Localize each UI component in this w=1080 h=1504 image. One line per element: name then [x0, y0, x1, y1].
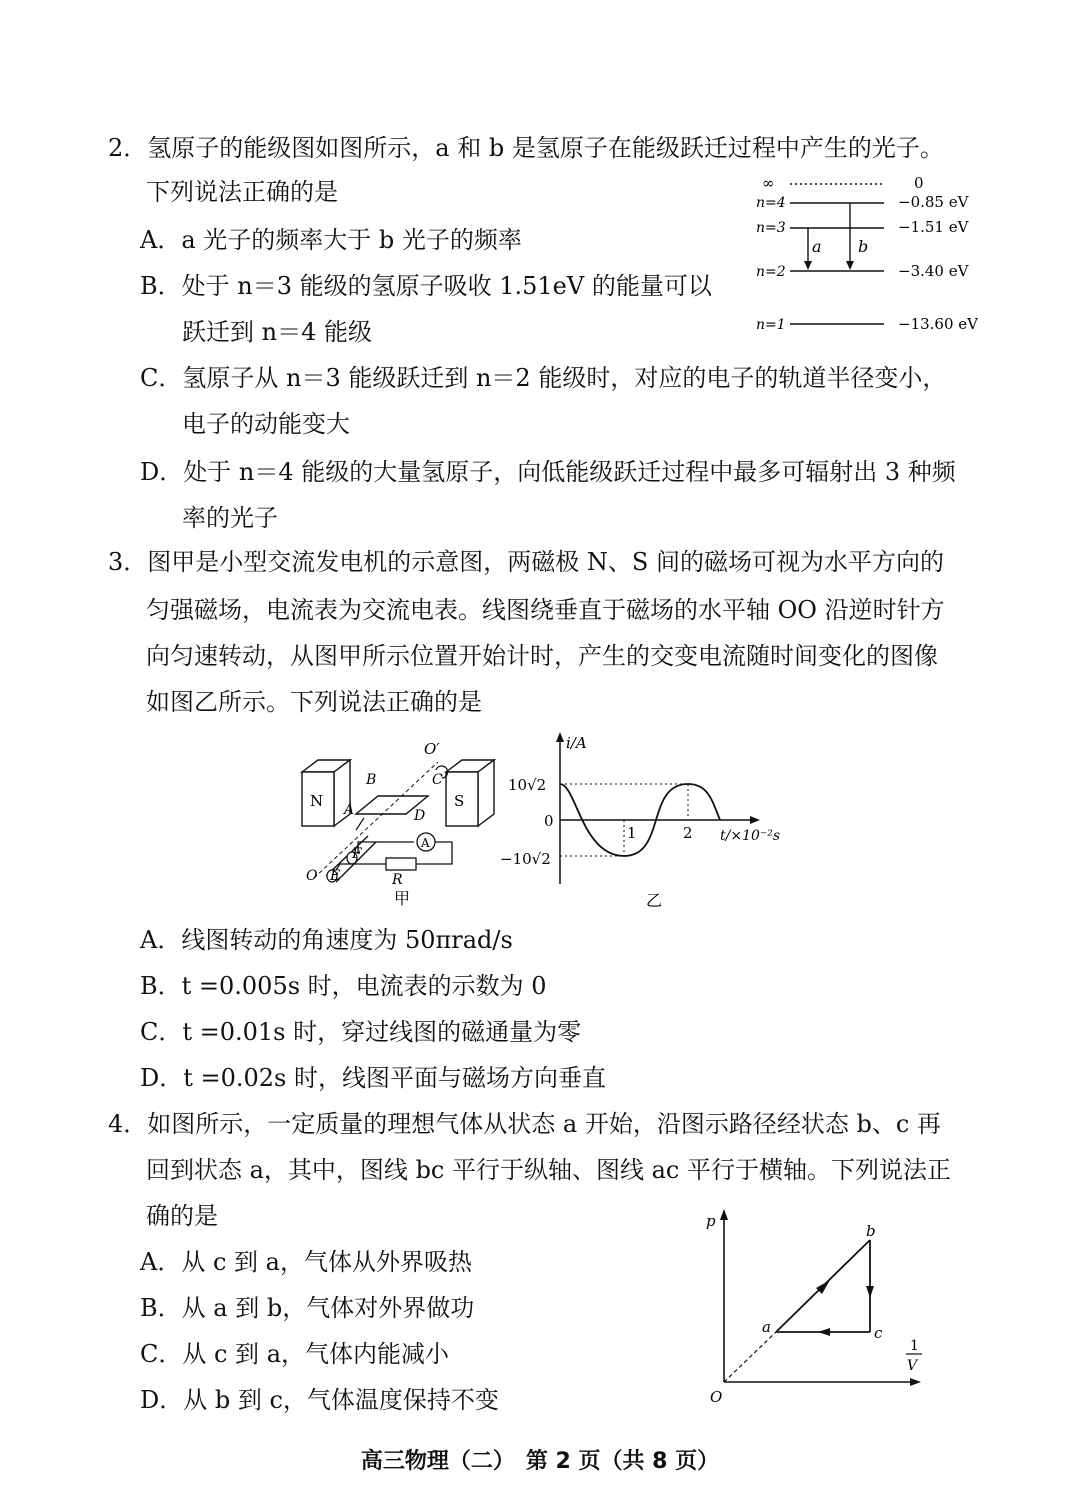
extension-line	[724, 1332, 776, 1382]
q4-option-b: B．从 a 到 b，气体对外界做功	[140, 1294, 475, 1322]
q2-stem-line2: 下列说法正确的是	[146, 178, 338, 206]
q4-option-c: C．从 c 到 a，气体内能减小	[140, 1340, 449, 1368]
q3-stem-line2: 匀强磁场，电流表为交流电表。线图绕垂直于磁场的水平轴 OO 沿逆时针方	[146, 596, 945, 624]
q3-stem-line4: 如图乙所示。下列说法正确的是	[146, 688, 482, 716]
p-axis-arrow	[720, 1209, 728, 1220]
inv-v-numerator: 1	[910, 1338, 919, 1354]
label-o-prime: O′	[424, 740, 440, 758]
inv-v-denominator: V	[907, 1358, 918, 1374]
label-f: F	[352, 846, 362, 862]
q4-option-a: A．从 c 到 a，气体从外界吸热	[140, 1248, 472, 1276]
arrow-a-head	[804, 261, 812, 270]
level-4-label: n=4	[756, 195, 786, 211]
q3-option-b: B．t =0.005s 时，电流表的示数为 0	[140, 972, 547, 1000]
fig-yi-caption: 乙	[646, 891, 663, 910]
q4-option-d: D．从 b 到 c，气体温度保持不变	[140, 1386, 499, 1414]
x-tick-2: 2	[683, 824, 693, 842]
q3-option-a: A．线图转动的角速度为 50πrad/s	[140, 926, 513, 954]
label-a: A	[344, 802, 355, 818]
magnet-n-label: N	[310, 792, 324, 810]
ammeter-label: A	[421, 836, 430, 850]
energy-level-diagram	[752, 172, 978, 338]
point-c-label: c	[874, 1324, 883, 1342]
y-tick-zero: 0	[544, 812, 554, 830]
y-tick-min: −10√2	[500, 850, 551, 868]
q2-option-b: B．处于 n＝3 能级的氢原子吸收 1.51eV 的能量可以	[140, 272, 712, 300]
q2-option-d-cont: 率的光子	[182, 504, 278, 532]
point-b-label: b	[866, 1222, 876, 1240]
q3-option-d: D．t =0.02s 时，线图平面与磁场方向垂直	[140, 1064, 607, 1092]
x-axis-label: t/×10⁻²s	[720, 828, 781, 844]
path-bc-arrow	[866, 1286, 874, 1298]
fig-jia-caption: 甲	[394, 889, 411, 908]
label-b: B	[366, 772, 377, 788]
current-time-graph	[498, 730, 798, 914]
label-c: C	[432, 772, 443, 788]
q3-stem-line1: 3．图甲是小型交流发电机的示意图，两磁极 N、S 间的磁场可视为水平方向的	[108, 548, 944, 576]
q3-option-c: C．t =0.01s 时，穿过线图的磁通量为零	[140, 1018, 582, 1046]
q2-option-a: A．a 光子的频率大于 b 光子的频率	[140, 226, 522, 254]
arrow-b-head	[846, 261, 854, 270]
level-1-label: n=1	[756, 317, 786, 333]
inv-v-axis-arrow	[910, 1378, 921, 1386]
resistor	[386, 858, 416, 870]
q2-option-c-cont: 电子的动能变大	[182, 410, 350, 438]
point-a-label: a	[762, 1318, 771, 1336]
q4-stem-line3: 确的是	[146, 1202, 218, 1230]
level-inf-energy: 0	[914, 174, 924, 192]
label-o: O	[306, 868, 318, 884]
label-e: E	[330, 868, 341, 884]
y-axis-arrow	[556, 732, 564, 742]
label-r: R	[392, 872, 403, 888]
x-tick-1: 1	[627, 824, 637, 842]
q2-stem-line1: 2．氢原子的能级图如图所示，a 和 b 是氢原子在能级跃迁过程中产生的光子。	[108, 134, 944, 162]
p-axis-label: p	[706, 1212, 716, 1230]
magnet-s-label: S	[454, 792, 465, 810]
label-d: D	[414, 808, 426, 824]
level-4-energy: −0.85 eV	[898, 193, 969, 211]
path-ca-arrow	[818, 1328, 830, 1336]
q2-option-c: C．氢原子从 n＝3 能级跃迁到 n＝2 能级时，对应的电子的轨道半径变小，	[140, 364, 947, 392]
q4-stem-line2: 回到状态 a，其中，图线 bc 平行于纵轴、图线 ac 平行于横轴。下列说法正	[146, 1156, 952, 1184]
y-tick-max: 10√2	[508, 776, 547, 794]
arrow-a-label: a	[812, 237, 822, 256]
p-inverse-v-graph	[698, 1206, 934, 1406]
magnet-s-side	[478, 760, 494, 826]
generator-diagram	[296, 738, 496, 914]
level-2-energy: −3.40 eV	[898, 262, 969, 280]
q2-option-b-cont: 跃迁到 n＝4 能级	[182, 318, 372, 346]
q2-option-d: D．处于 n＝4 能级的大量氢原子，向低能级跃迁过程中最多可辐射出 3 种频	[140, 458, 956, 486]
level-2-label: n=2	[756, 264, 786, 280]
arrow-b-label: b	[858, 237, 869, 256]
level-3-label: n=3	[756, 220, 786, 236]
level-inf-label: ∞	[762, 174, 775, 192]
level-1-energy: −13.60 eV	[898, 315, 978, 333]
q4-stem-line1: 4．如图所示，一定质量的理想气体从状态 a 开始，沿图示路径经状态 b、c 再	[108, 1110, 941, 1138]
origin-label: O	[710, 1388, 723, 1406]
q3-stem-line3: 向匀速转动，从图甲所示位置开始计时，产生的交变电流随时间变化的图像	[146, 642, 938, 670]
level-3-energy: −1.51 eV	[898, 218, 969, 236]
y-axis-label: i/A	[566, 734, 587, 752]
x-axis-arrow	[750, 816, 760, 824]
page-footer: 高三物理（二） 第 2 页（共 8 页）	[360, 1449, 720, 1474]
